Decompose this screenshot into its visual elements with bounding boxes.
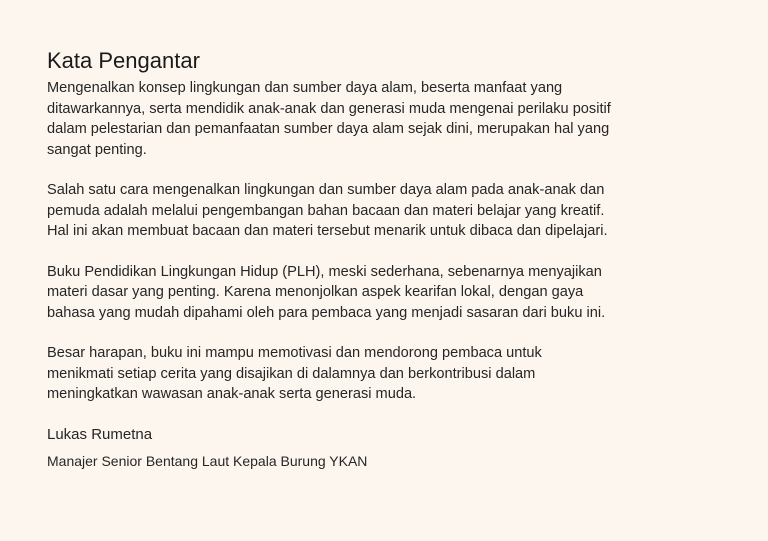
page-title: Kata Pengantar	[47, 48, 200, 73]
signature-name: Lukas Rumetna	[47, 425, 153, 443]
paragraph-3	[47, 262, 727, 324]
paragraph-line: pemuda adalah melalui pengembangan bahan bacaan dan materi belajar yang kreatif.	[47, 202, 605, 219]
paragraph-line: Salah satu cara mengenalkan lingkungan dan sumber daya alam pada anak-anak dan	[47, 182, 605, 198]
paragraph-line: meningkatkan wawasan anak-anak serta generasi muda.	[47, 386, 417, 402]
signature-block	[47, 425, 727, 471]
paragraph-2	[47, 180, 727, 242]
paragraph-line: materi dasar yang penting. Karena menonjolkan aspek kearifan lokal, dengan gaya	[47, 284, 584, 300]
paragraph-4	[47, 343, 727, 405]
paragraph-line: menikmati setiap cerita yang disajikan di dalamnya dan berkontribusi dalam	[47, 365, 536, 382]
paragraph-line: Mengenalkan konsep lingkungan dan sumber daya alam, beserta manfaat yang	[47, 80, 563, 96]
paragraph-line: Hal ini akan membuat bacaan dan materi tersebut menarik untuk dibaca dan dipelajari.	[47, 223, 608, 239]
paragraph-line: ditawarkannya, serta mendidik anak-anak dan generasi muda mengenai perilaku positif	[47, 100, 611, 117]
paragraph-line: Besar harapan, buku ini mampu memotivasi dan mendorong pembaca untuk	[47, 345, 542, 361]
paragraph-line: bahasa yang mudah dipahami oleh para pembaca yang menjadi sasaran dari buku ini.	[47, 304, 606, 321]
paragraph-line: sangat penting.	[47, 141, 147, 158]
document-page	[47, 48, 727, 471]
signature-role: Manajer Senior Bentang Laut Kepala Burung YKAN	[47, 452, 368, 469]
paragraph-line: Buku Pendidikan Lingkungan Hidup (PLH), meski sederhana, sebenarnya menyajikan	[47, 263, 602, 280]
paragraph-1	[47, 78, 727, 160]
paragraph-line: dalam pelestarian dan pemanfaatan sumber daya alam sejak dini, merupakan hal yang	[47, 121, 610, 137]
